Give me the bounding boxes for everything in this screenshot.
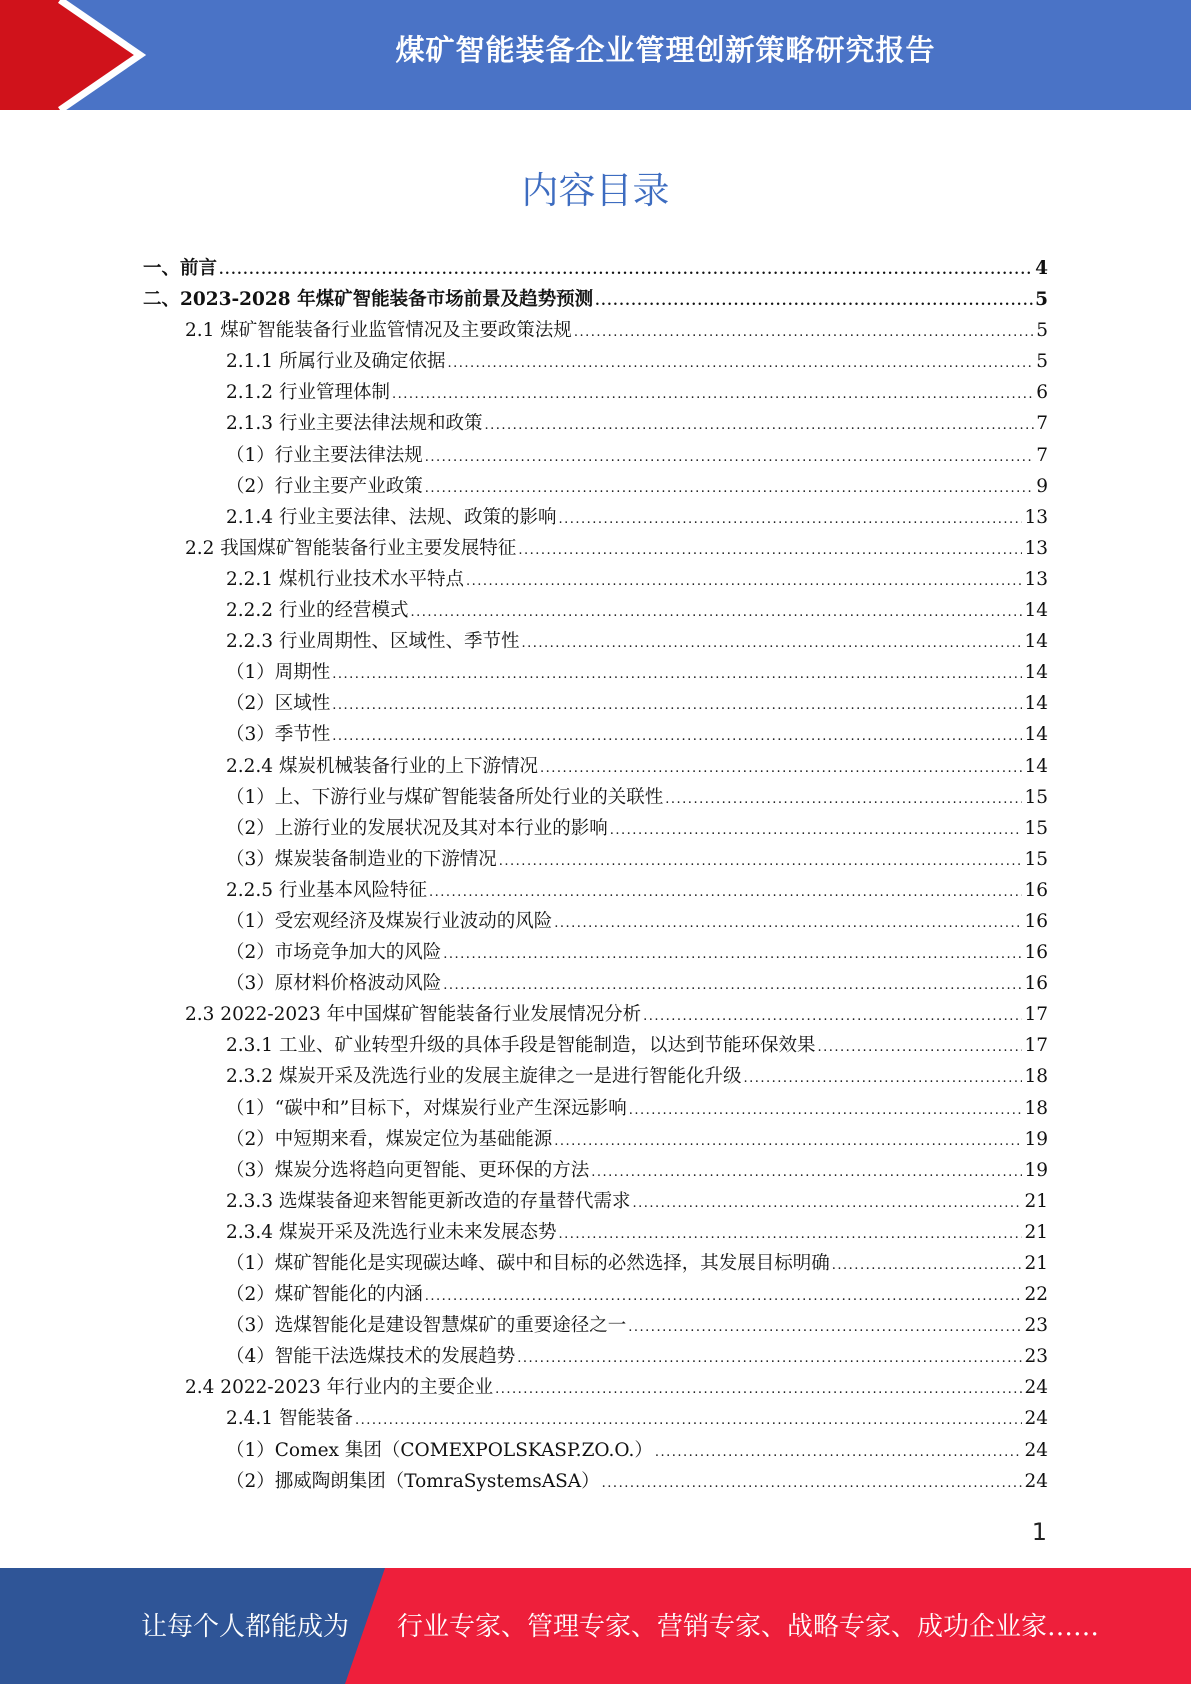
toc-entry[interactable] — [143, 1342, 1048, 1373]
toc-entry-page: 15 — [1024, 786, 1048, 808]
toc-entry-page: 14 — [1024, 724, 1048, 746]
toc-entry-page: 5 — [1035, 289, 1048, 311]
toc-entry[interactable] — [143, 316, 1048, 347]
toc-entry-page: 23 — [1024, 1315, 1048, 1337]
toc-entry-label: （1）行业主要法律法规 — [226, 444, 423, 466]
toc-entry-page: 5 — [1036, 351, 1048, 373]
toc-entry[interactable] — [143, 845, 1048, 876]
toc-entry-label: 2.2.3 行业周期性、区域性、季节性 — [226, 631, 520, 653]
toc-entry[interactable] — [143, 1156, 1048, 1187]
toc-entry-label: 2.3.2 煤炭开采及洗选行业的发展主旋律之一是进行智能化升级 — [226, 1066, 742, 1088]
toc-dot-leader — [518, 543, 1022, 558]
toc-dot-leader — [332, 698, 1022, 713]
toc-entry-label: （2）区域性 — [226, 693, 331, 715]
toc-entry[interactable] — [143, 689, 1048, 720]
toc-dot-leader — [665, 792, 1022, 807]
toc-entry[interactable] — [143, 347, 1048, 378]
toc-dot-leader — [332, 667, 1022, 682]
toc-entry-label: 2.3.1 工业、矿业转型升级的具体手段是智能制造，以达到节能环保效果 — [226, 1035, 816, 1057]
toc-entry-label: （3）煤炭装备制造业的下游情况 — [226, 848, 497, 870]
toc-entry-page: 14 — [1024, 631, 1048, 653]
toc-entry[interactable] — [143, 1094, 1048, 1125]
toc-dot-leader — [554, 916, 1022, 931]
toc-entry-label: 2.1 煤矿智能装备行业监管情况及主要政策法规 — [185, 320, 572, 342]
table-of-contents — [143, 254, 1048, 1498]
toc-entry[interactable] — [143, 1373, 1048, 1404]
toc-entry-label: （1）上、下游行业与煤矿智能装备所处行业的关联性 — [226, 786, 664, 808]
toc-entry-label: 2.2.2 行业的经营模式 — [226, 600, 409, 622]
toc-dot-leader — [655, 1445, 1023, 1460]
toc-entry-label: 2.3.3 选煤装备迎来智能更新改造的存量替代需求 — [226, 1190, 631, 1212]
toc-dot-leader — [410, 605, 1022, 620]
toc-entry[interactable] — [143, 783, 1048, 814]
toc-dot-leader — [832, 1258, 1023, 1273]
toc-dot-leader — [429, 885, 1022, 900]
toc-entry-page: 18 — [1024, 1097, 1048, 1119]
toc-dot-leader — [443, 978, 1022, 993]
toc-entry-page: 21 — [1024, 1253, 1048, 1274]
toc-entry[interactable] — [143, 1249, 1048, 1280]
page-footer — [0, 1568, 1191, 1684]
toc-dot-leader — [484, 418, 1034, 433]
toc-dot-leader — [447, 356, 1034, 371]
toc-entry[interactable] — [143, 658, 1048, 689]
toc-entry[interactable] — [143, 503, 1048, 534]
toc-entry-label: （1）“碳中和”目标下，对煤炭行业产生深远影响 — [226, 1097, 627, 1119]
toc-entry-label: 2.3.4 煤炭开采及洗选行业未来发展态势 — [226, 1221, 557, 1243]
toc-dot-leader — [554, 1134, 1022, 1149]
toc-entry[interactable] — [143, 907, 1048, 938]
toc-dot-leader — [817, 1040, 1022, 1055]
toc-entry-label: 2.3 2022-2023 年中国煤矿智能装备行业发展情况分析 — [185, 1004, 642, 1026]
footer-slogan-right: 行业专家、管理专家、营销专家、战略专家、成功企业家…… — [397, 1612, 1100, 1642]
toc-entry-page: 7 — [1036, 444, 1048, 466]
toc-entry-page: 18 — [1024, 1066, 1048, 1088]
toc-entry[interactable] — [143, 1031, 1048, 1062]
toc-entry-page: 13 — [1024, 537, 1048, 559]
toc-entry-label: 二、2023-2028 年煤矿智能装备市场前景及趋势预测 — [143, 289, 594, 311]
toc-entry-label: （3）选煤智能化是建设智慧煤矿的重要途径之一 — [226, 1315, 627, 1337]
toc-dot-leader — [643, 1009, 1022, 1024]
toc-entry-label: （2）上游行业的发展状况及其对本行业的影响 — [226, 817, 608, 839]
toc-entry-page: 24 — [1024, 1470, 1048, 1492]
toc-dot-leader — [425, 450, 1034, 465]
toc-entry-page: 21 — [1024, 1190, 1048, 1212]
toc-entry[interactable] — [143, 969, 1048, 1000]
toc-entry-label: （4）智能干法选煤技术的发展趋势 — [226, 1346, 516, 1368]
toc-entry-page: 24 — [1024, 1377, 1048, 1399]
toc-dot-leader — [628, 1320, 1022, 1335]
toc-entry-label: （2）煤矿智能化的内涵 — [226, 1284, 423, 1306]
toc-dot-leader — [558, 512, 1022, 527]
toc-entry-page: 14 — [1024, 662, 1048, 684]
toc-dot-leader — [517, 1351, 1022, 1366]
toc-entry-label: （1）Comex 集团（COMEXPOLSKASP.ZO.O.） — [226, 1439, 653, 1461]
toc-entry-label: 2.4.1 智能装备 — [226, 1408, 353, 1430]
toc-entry-page: 21 — [1024, 1221, 1048, 1243]
footer-slogan-left: 让每个人都能成为 — [141, 1612, 350, 1642]
toc-entry-page: 6 — [1036, 382, 1048, 404]
toc-entry[interactable] — [143, 1467, 1048, 1498]
toc-dot-leader — [743, 1071, 1022, 1086]
toc-dot-leader — [540, 761, 1022, 776]
toc-dot-leader — [443, 947, 1022, 962]
toc-dot-leader — [521, 636, 1022, 651]
toc-entry-label: （1）周期性 — [226, 662, 331, 684]
toc-entry-page: 13 — [1024, 568, 1048, 590]
toc-entry-page: 16 — [1024, 973, 1048, 995]
toc-entry[interactable] — [143, 441, 1048, 472]
toc-entry-label: 2.1.4 行业主要法律、法规、政策的影响 — [226, 506, 557, 528]
toc-entry-page: 19 — [1024, 1159, 1048, 1181]
toc-dot-leader — [392, 387, 1034, 402]
toc-entry-page: 23 — [1024, 1346, 1048, 1368]
toc-dot-leader — [632, 1196, 1022, 1211]
toc-dot-leader — [591, 1165, 1022, 1180]
toc-dot-leader — [558, 1227, 1022, 1242]
toc-dot-leader — [466, 574, 1022, 589]
toc-entry-page: 4 — [1035, 258, 1048, 279]
toc-entry[interactable] — [143, 1218, 1048, 1249]
page-header — [0, 0, 1191, 110]
toc-entry[interactable] — [143, 409, 1048, 440]
toc-entry-label: （2）挪威陶朗集团（TomraSystemsASA） — [226, 1470, 600, 1492]
toc-entry-label: 2.2 我国煤矿智能装备行业主要发展特征 — [185, 537, 517, 559]
toc-dot-leader — [602, 1476, 1023, 1491]
toc-entry-page: 17 — [1024, 1035, 1048, 1057]
toc-entry[interactable] — [143, 876, 1048, 907]
toc-entry-label: （1）煤矿智能化是实现碳达峰、碳中和目标的必然选择，其发展目标明确 — [226, 1253, 830, 1274]
toc-dot-leader — [219, 263, 1033, 278]
toc-entry-label: （3）季节性 — [226, 724, 331, 746]
toc-entry[interactable] — [143, 472, 1048, 503]
toc-entry[interactable] — [143, 1436, 1048, 1467]
toc-entry-page: 24 — [1024, 1439, 1048, 1461]
toc-entry-page: 14 — [1024, 600, 1048, 622]
toc-entry-label: 2.1.3 行业主要法律法规和政策 — [226, 413, 483, 435]
toc-entry-label: 2.2.5 行业基本风险特征 — [226, 879, 427, 901]
toc-dot-leader — [499, 854, 1023, 869]
toc-entry[interactable] — [143, 596, 1048, 627]
toc-entry-label: （2）行业主要产业政策 — [226, 475, 423, 497]
toc-entry-page: 22 — [1024, 1284, 1048, 1306]
toc-entry-page: 17 — [1024, 1004, 1048, 1026]
toc-entry-page: 15 — [1024, 848, 1048, 870]
toc-title: 内容目录 — [521, 169, 670, 212]
toc-entry-page: 9 — [1036, 475, 1048, 497]
toc-entry[interactable] — [143, 534, 1048, 565]
toc-entry[interactable] — [143, 1125, 1048, 1156]
toc-entry-label: （3）原材料价格波动风险 — [226, 973, 442, 995]
toc-dot-leader — [355, 1413, 1023, 1428]
toc-entry[interactable] — [143, 814, 1048, 845]
toc-entry-page: 5 — [1036, 320, 1048, 342]
toc-dot-leader — [495, 1382, 1022, 1397]
toc-entry-label: 2.2.4 煤炭机械装备行业的上下游情况 — [226, 755, 538, 777]
toc-entry-page: 24 — [1024, 1408, 1048, 1430]
toc-entry-page: 19 — [1024, 1128, 1048, 1150]
toc-entry-page: 16 — [1024, 879, 1048, 901]
toc-dot-leader — [332, 729, 1022, 744]
toc-entry-page: 16 — [1024, 942, 1048, 964]
toc-entry-page: 7 — [1036, 413, 1048, 435]
toc-dot-leader — [425, 1289, 1023, 1304]
toc-entry[interactable] — [143, 752, 1048, 783]
toc-entry-label: （3）煤炭分选将趋向更智能、更环保的方法 — [226, 1159, 590, 1181]
toc-entry[interactable] — [143, 1404, 1048, 1435]
toc-entry[interactable] — [143, 938, 1048, 969]
toc-entry[interactable] — [143, 1187, 1048, 1218]
toc-entry[interactable] — [143, 254, 1048, 285]
toc-entry[interactable] — [143, 1062, 1048, 1093]
toc-entry-label: 一、前言 — [143, 258, 218, 279]
toc-dot-leader — [595, 294, 1033, 309]
toc-entry-page: 13 — [1024, 506, 1048, 528]
toc-entry[interactable] — [143, 378, 1048, 409]
toc-entry-label: 2.1.1 所属行业及确定依据 — [226, 351, 446, 373]
header-title: 煤矿智能装备企业管理创新策略研究报告 — [395, 33, 936, 67]
toc-entry[interactable] — [143, 1311, 1048, 1342]
toc-entry[interactable] — [143, 1280, 1048, 1311]
toc-entry-page: 16 — [1024, 910, 1048, 932]
toc-dot-leader — [629, 1103, 1023, 1118]
toc-entry-page: 14 — [1024, 755, 1048, 777]
page-number: 1 — [1031, 1518, 1047, 1546]
toc-entry-page: 14 — [1024, 693, 1048, 715]
toc-entry[interactable] — [143, 720, 1048, 751]
toc-entry[interactable] — [143, 1000, 1048, 1031]
toc-entry[interactable] — [143, 627, 1048, 658]
toc-entry-page: 15 — [1024, 817, 1048, 839]
toc-entry-label: （2）市场竞争加大的风险 — [226, 942, 442, 964]
toc-entry-label: 2.4 2022-2023 年行业内的主要企业 — [185, 1377, 494, 1399]
toc-entry-label: 2.1.2 行业管理体制 — [226, 382, 390, 404]
toc-dot-leader — [574, 325, 1034, 340]
toc-entry[interactable] — [143, 565, 1048, 596]
toc-dot-leader — [610, 823, 1023, 838]
toc-entry-label: （1）受宏观经济及煤炭行业波动的风险 — [226, 910, 553, 932]
toc-entry-label: （2）中短期来看，煤炭定位为基础能源 — [226, 1128, 553, 1150]
toc-entry[interactable] — [143, 285, 1048, 316]
toc-dot-leader — [425, 481, 1034, 496]
toc-entry-label: 2.2.1 煤机行业技术水平特点 — [226, 568, 464, 590]
